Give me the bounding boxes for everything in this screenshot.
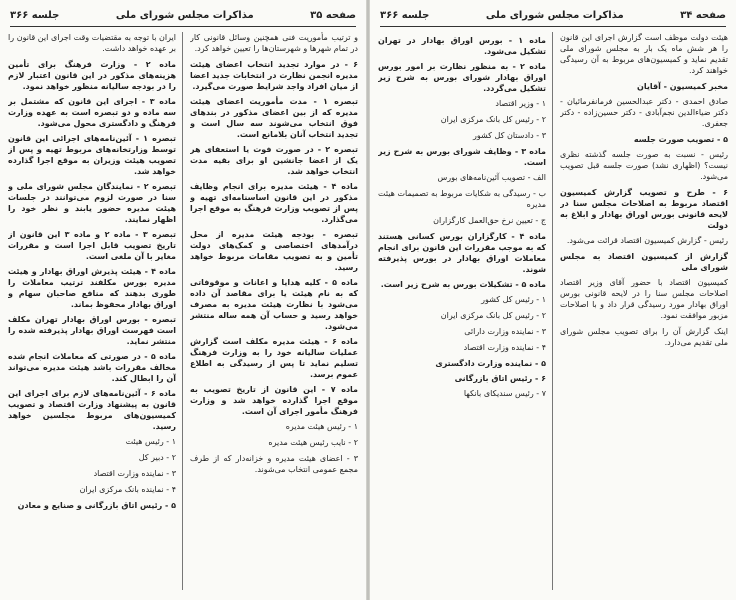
paragraph: و ترتیب مأموریت فنی همچنین وسائل قانونی کار در تمام شهرها و شهرستان‌ها را تعیین خواهد کرد. — [190, 33, 358, 53]
paragraph: ماده ۵ - تشکیلات بورس به شرح زیر است. — [380, 280, 546, 289]
paragraph: الف - تصویب آئین‌نامه‌های بورس — [437, 173, 546, 182]
paragraph: کمیسیون اقتصاد با حضور آقای وزیر اقتصاد اصلاحات مجلس سنا را در لایحه قانونی بورس اوراق بهادار مورد رسیدگی قرار داد و با اصلاحات مزبور موافقت نمود. — [560, 278, 728, 320]
left-page-title: مذاکرات مجلس شورای ملی — [115, 9, 254, 21]
paragraph: صادق احمدی - دکتر عبدالحسین فرمانفرمائیان - دکتر ضیاءالدین نجم‌آبادی - دکتر حسین‌زاده - دکتر جعفری. — [560, 97, 728, 128]
left-page-number: صفحه ۳۵ — [310, 9, 356, 21]
paragraph: ۱ - رئیس کل کشور — [481, 295, 546, 304]
paragraph: ۲ - رئیس کل بانک مرکزی ایران — [440, 311, 546, 320]
left-header-rule — [10, 26, 356, 27]
right-column-divider — [552, 32, 553, 590]
right-page-title: مذاکرات مجلس شورای ملی — [485, 9, 624, 21]
left-page-right-column — [190, 32, 358, 594]
paragraph: تبصره ۱ - آئین‌نامه‌های اجرائی این قانون توسط وزارتخانه‌های مربوط تهیه و پس از تصویب هیئت وزیران به موقع اجرا گذارده خواهد شد. — [8, 134, 176, 176]
paragraph: ۳ - اعضای هیئت مدیره و خزانه‌دار که از طرف مجمع عمومی انتخاب می‌شوند. — [190, 454, 358, 474]
left-page-left-column — [8, 32, 176, 594]
paragraph: ۵ - نماینده وزارت دادگستری — [435, 359, 546, 368]
right-header-rule — [380, 26, 726, 27]
right-page-right-column — [560, 32, 728, 594]
paragraph: ۵ - رئیس اتاق بازرگانی و صنایع و معادن — [17, 501, 176, 510]
paragraph: ب - رسیدگی به شکایات مربوط به تصمیمات هیئت مدیره — [378, 189, 546, 209]
paragraph: ۲ - نایب رئیس هیئت مدیره — [268, 438, 358, 447]
paragraph: ۶ - رئیس اتاق بازرگانی — [454, 374, 546, 383]
paragraph: ۱ - وزیر اقتصاد — [495, 99, 546, 108]
paragraph: ایران با توجه به مقتضیات وقت اجرای این قانون را بر عهده خواهد داشت. — [8, 33, 176, 53]
left-column-divider — [182, 32, 183, 590]
paragraph: مخبر کمیسیون - آقایان — [637, 82, 728, 91]
paragraph: تبصره ۱ - مدت مأموریت اعضای هیئت مدیره که از بین اعضای مذکور در بندهای فوق انتخاب می‌شوند سه سال است و تجدید انتخاب آنان بلامانع است. — [190, 97, 358, 139]
paragraph: ۳ - نماینده وزارت دارائی — [464, 327, 546, 336]
paragraph: گزارش از کمیسیون اقتصاد به مجلس شورای ملی — [560, 252, 728, 272]
paragraph: ۵ - تصویب صورت جلسه — [633, 135, 728, 144]
paragraph: ۶ - در موارد تجدید انتخاب اعضای هیئت مدیره انجمن نظارت در انتخابات جدید اعضا از میان افراد واجد شرایط صورت می‌گیرد. — [190, 60, 358, 91]
paragraph: ماده ۲ - وزارت فرهنگ برای تأمین هزینه‌های مذکور در این قانون اعتبار لازم را در بودجه سالیانه منظور خواهد نمود. — [8, 60, 176, 91]
right-page-left-column — [378, 32, 546, 594]
right-page-number: صفحه ۳۴ — [680, 9, 726, 21]
paragraph: رئیس - گزارش کمیسیون اقتصاد قرائت می‌شود. — [566, 236, 728, 245]
paragraph: ماده ۶ - هیئت مدیره مکلف است گزارش عملیات سالیانه خود را به وزارت فرهنگ تسلیم نماید تا پس از رسیدگی به اطلاع عموم برسد. — [190, 337, 358, 379]
paragraph: ماده ۷ - این قانون از تاریخ تصویب به موقع اجرا گذارده خواهد شد و وزارت فرهنگ مأمور اجرای آن است. — [190, 385, 358, 416]
paragraph: ۶ - طرح و تصویب گزارش کمیسیون اقتصاد مربوط به اصلاحات مجلس سنا در لایحه قانونی بورس اوراق بهادار و ابلاغ به دولت — [560, 188, 728, 230]
paragraph: ماده ۱ - بورس اوراق بهادار در تهران تشکیل می‌شود. — [378, 36, 546, 56]
left-page-header — [10, 6, 356, 24]
paragraph: ۳ - نماینده وزارت اقتصاد — [93, 469, 176, 478]
paragraph: ماده ۴ - هیئت مدیره برای انجام وظایف مذکور در این قانون اساسنامه‌ای تهیه و پس از تصویب وزارت فرهنگ به موقع اجرا می‌گذارد. — [190, 182, 358, 224]
paragraph: تبصره - بودجه هیئت مدیره از محل درآمدهای اختصاصی و کمک‌های دولت تأمین و به تصویب مقامات مربوط خواهد رسید. — [190, 230, 358, 272]
paragraph: تبصره ۲ - نمایندگان مجلس شورای ملی و سنا در صورت لزوم می‌توانند در جلسات هیئت مدیره حضور یابند و نظر خود را اظهار نمایند. — [8, 182, 176, 224]
paragraph: ۱ - رئیس هیئت مدیره — [285, 422, 358, 431]
right-page — [370, 0, 736, 600]
paragraph: تبصره - بورس اوراق بهادار تهران مکلف است فهرست اوراق بهادار پذیرفته شده را منتشر نماید. — [8, 315, 176, 346]
paragraph: ۲ - دبیر کل — [138, 453, 176, 462]
paragraph: رئیس - نسبت به صورت جلسه گذشته نظری نیست؟ (اظهاری نشد) صورت جلسه قبل تصویب می‌شود. — [560, 150, 728, 181]
paragraph: ۲ - رئیس کل بانک مرکزی ایران — [440, 115, 546, 124]
left-page — [0, 0, 366, 600]
right-page-session: جلسه ۳۶۶ — [380, 9, 430, 21]
paragraph: ۴ - نماینده بانک مرکزی ایران — [79, 485, 176, 494]
paragraph: تبصره ۳ - ماده ۲ و ماده ۳ این قانون از تاریخ تصویب قابل اجرا است و مقررات مغایر با آن ملغی است. — [8, 230, 176, 261]
paragraph: ۷ - رئیس سندیکای بانکها — [463, 389, 546, 398]
paragraph: ماده ۳ - وظایف شورای بورس به شرح زیر است. — [378, 147, 546, 167]
paragraph: ماده ۳ - اجرای این قانون که مشتمل بر سه ماده و دو تبصره است به عهده وزارت فرهنگ و دادگستری محول می‌شود. — [8, 97, 176, 128]
paragraph: ماده ۴ - کارگزاران بورس کسانی هستند که به موجب مقررات این قانون برای انجام معاملات اوراق بهادار در بورس پذیرفته شوند. — [378, 232, 546, 274]
paragraph: ۳ - دادستان کل کشور — [473, 131, 546, 140]
paragraph: اینک گزارش آن را برای تصویب مجلس شورای ملی تقدیم می‌دارد. — [560, 327, 728, 347]
paragraph: ماده ۲ - به منظور نظارت بر امور بورس اوراق بهادار شورای بورس به شرح زیر تشکیل می‌گردد. — [378, 62, 546, 93]
paragraph: ماده ۵ - در صورتی که معاملات انجام شده مخالف مقررات باشد هیئت مدیره می‌تواند آن را ابطال کند. — [8, 352, 176, 383]
paragraph: ماده ۴ - هیئت پذیرش اوراق بهادار و هیئت مدیره بورس مکلفند ترتیب معاملات را طوری بدهند که منافع صاحبان سهام و اوراق بهادار محفوظ بماند. — [8, 267, 176, 309]
paragraph: ماده ۵ - کلیه هدایا و اعانات و موقوفاتی که به نام هیئت یا برای مقاصد آن داده می‌شود با نظارت هیئت مدیره به مصرف خواهد رسید و حساب آن همه ساله منتشر می‌شود. — [190, 278, 358, 331]
paragraph: تبصره ۲ - در صورت فوت یا استعفای هر یک از اعضا جانشین او برای بقیه مدت انتخاب خواهد شد. — [190, 145, 358, 176]
right-page-header — [380, 6, 726, 24]
paragraph: ۴ - نماینده وزارت اقتصاد — [463, 343, 546, 352]
paragraph: هیئت دولت موظف است گزارش اجرای این قانون را هر شش ماه یک بار به مجلس شورای ملی تقدیم نماید و کمیسیون‌های مربوط به آن رسیدگی خواهند کرد. — [560, 33, 728, 75]
paragraph: ج - تعیین نرخ حق‌العمل کارگزاران — [433, 216, 546, 225]
paragraph: ماده ۶ - آئین‌نامه‌های لازم برای اجرای این قانون به پیشنهاد وزارت اقتصاد و تصویب کمیسیون‌های مربوط مجلسین خواهد رسید. — [8, 389, 176, 431]
left-page-session: جلسه ۳۶۶ — [10, 9, 60, 21]
paragraph: ۱ - رئیس هیئت — [125, 437, 176, 446]
